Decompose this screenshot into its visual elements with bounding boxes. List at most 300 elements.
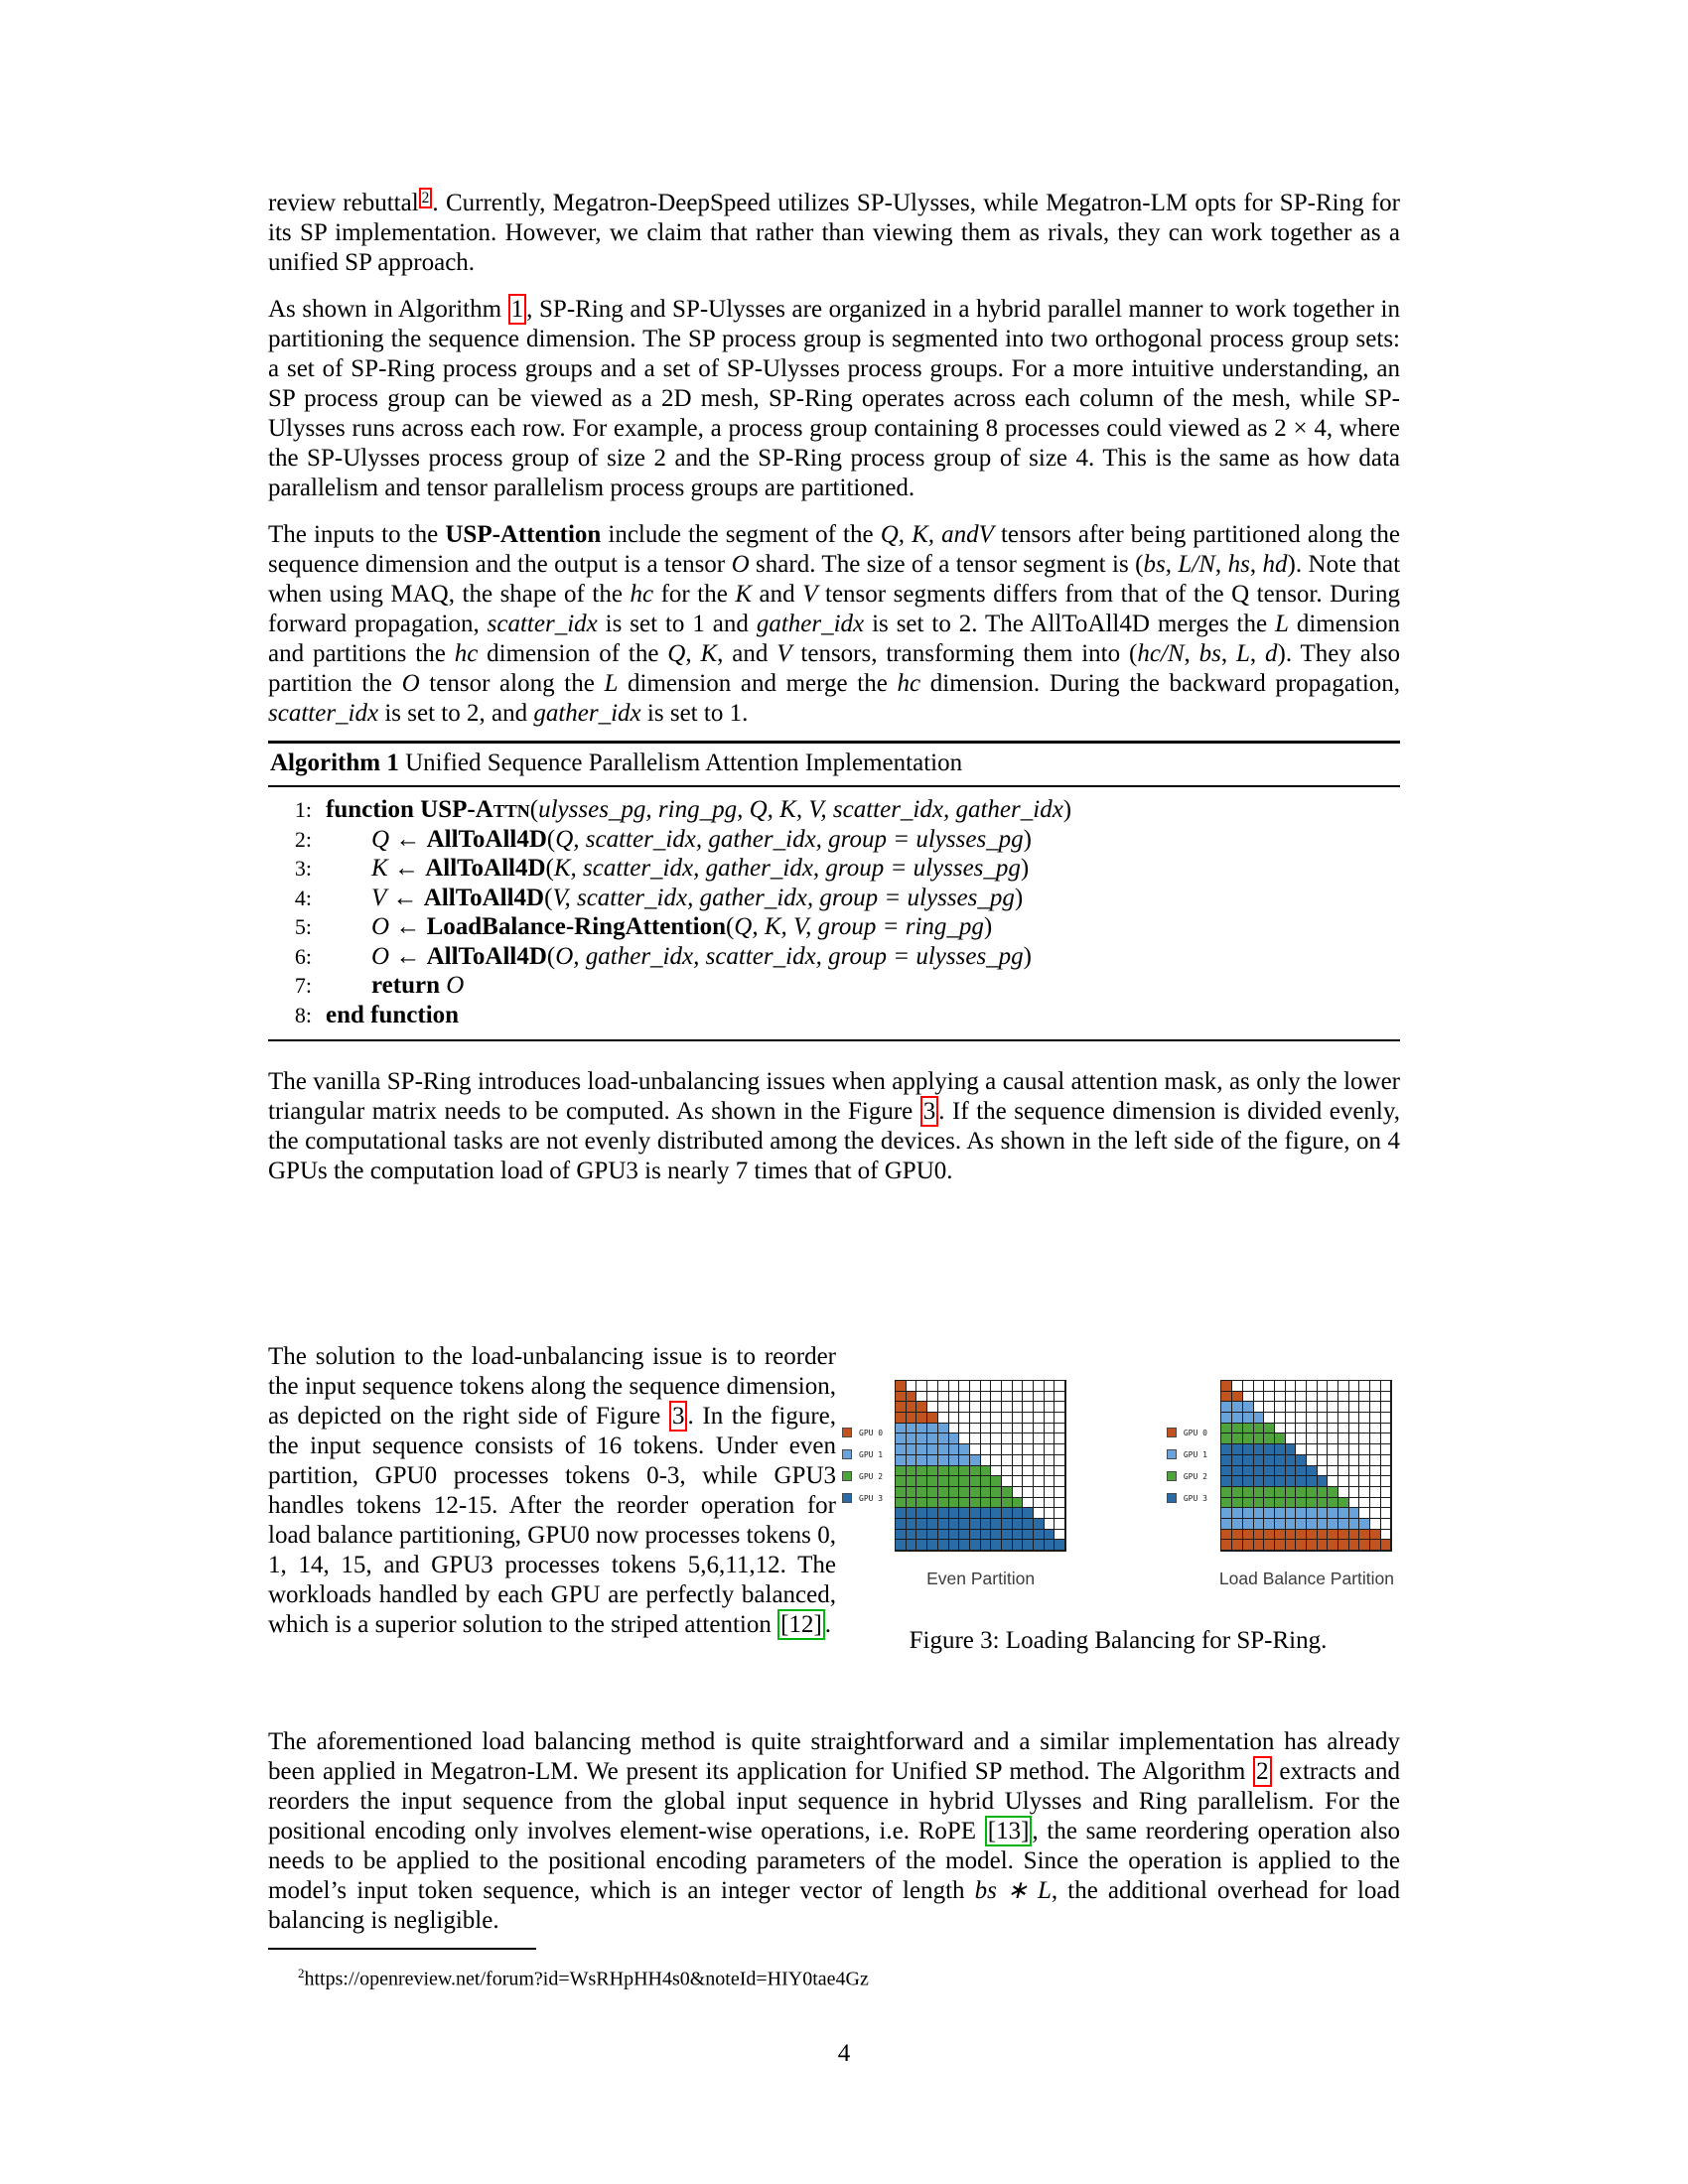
text-span: include the segment of the <box>601 521 881 548</box>
text-span: . <box>824 1611 832 1638</box>
grid-cell <box>1013 1413 1024 1424</box>
grid-cell <box>907 1444 917 1455</box>
grid-cell <box>1328 1487 1338 1498</box>
grid-cell <box>1055 1498 1065 1509</box>
grid-cell <box>1381 1476 1392 1487</box>
grid-cell <box>1370 1381 1381 1392</box>
grid-cell <box>1359 1498 1370 1509</box>
grid-cell <box>991 1424 1002 1434</box>
subfigure-label: Even Partition <box>926 1569 1036 1588</box>
grid-cell <box>1013 1466 1024 1477</box>
text-span: K <box>371 855 388 882</box>
grid-cell <box>1045 1498 1055 1509</box>
grid-cell <box>896 1487 907 1498</box>
legend <box>842 1428 883 1589</box>
grid-cell <box>938 1530 949 1541</box>
internal-ref-link[interactable]: 3 <box>669 1401 688 1432</box>
text-span: , <box>1184 640 1199 667</box>
grid-cell <box>938 1444 949 1455</box>
grid-cell <box>1034 1519 1045 1530</box>
grid-cell <box>1338 1413 1349 1424</box>
grid-cell <box>1381 1487 1392 1498</box>
grid-cell <box>1002 1466 1013 1477</box>
grid-cell <box>1370 1508 1381 1519</box>
line-content <box>326 795 1400 825</box>
grid-cell <box>991 1455 1002 1466</box>
grid-cell <box>907 1466 917 1477</box>
text-span: bs <box>1198 640 1221 667</box>
text-span: ← <box>386 884 424 911</box>
grid-cell <box>1045 1540 1055 1551</box>
grid-cell <box>1034 1433 1045 1444</box>
grid-cell <box>1370 1498 1381 1509</box>
text-span: AllToAll4D <box>423 884 545 911</box>
grid-cell <box>1286 1455 1297 1466</box>
internal-ref-link[interactable]: 2 <box>1253 1756 1272 1787</box>
grid-cell <box>959 1519 970 1530</box>
grid-cell <box>1381 1444 1392 1455</box>
grid-cell <box>938 1476 949 1487</box>
text-span: end function <box>326 1001 460 1028</box>
grid-cell <box>970 1433 981 1444</box>
grid-cell <box>916 1402 927 1413</box>
algorithm-line <box>268 971 1400 1001</box>
grid-cell <box>991 1466 1002 1477</box>
grid-cell <box>896 1530 907 1541</box>
grid-cell <box>1264 1402 1275 1413</box>
grid-cell <box>1307 1530 1318 1541</box>
grid-cell <box>1232 1402 1243 1413</box>
grid-cell <box>981 1540 992 1551</box>
grid-cell <box>981 1530 992 1541</box>
grid-cell <box>1318 1487 1329 1498</box>
grid-cell <box>1034 1444 1045 1455</box>
grid-cell <box>1034 1530 1045 1541</box>
grid-cell <box>1370 1444 1381 1455</box>
text-span: tensors, transforming them into ( <box>791 640 1138 667</box>
grid-cell <box>1286 1466 1297 1477</box>
grid-cell <box>1359 1392 1370 1403</box>
grid-cell <box>1275 1487 1286 1498</box>
grid-cell <box>1243 1381 1254 1392</box>
grid-cell <box>1013 1444 1024 1455</box>
grid-cell <box>1023 1498 1034 1509</box>
grid-cell <box>1318 1466 1329 1477</box>
text-span: , <box>1165 551 1179 578</box>
grid-cell <box>1275 1530 1286 1541</box>
text-span: O <box>371 913 390 940</box>
text-span: ) <box>1020 855 1030 882</box>
grid-cell <box>1381 1413 1392 1424</box>
grid-cell <box>1349 1508 1360 1519</box>
grid-cell <box>1243 1530 1254 1541</box>
text-span: dimension. During the backward propagation, <box>920 670 1401 697</box>
grid-cell <box>949 1466 960 1477</box>
citation-link[interactable]: [13] <box>985 1816 1033 1846</box>
grid-cell <box>938 1424 949 1434</box>
grid-cell <box>1232 1530 1243 1541</box>
text-span: hc <box>897 670 921 697</box>
grid-cell <box>1296 1402 1307 1413</box>
legend-label: GPU 2 <box>859 1471 884 1481</box>
grid-cell <box>916 1433 927 1444</box>
grid-cell <box>1328 1433 1338 1444</box>
text-span: dimension and merge the <box>618 670 898 697</box>
grid-cell <box>1286 1413 1297 1424</box>
grid-cell <box>1296 1381 1307 1392</box>
grid-cell <box>1349 1413 1360 1424</box>
grid-cell <box>1055 1466 1065 1477</box>
legend-label: GPU 2 <box>1183 1471 1207 1481</box>
grid-cell <box>938 1519 949 1530</box>
grid-cell <box>981 1498 992 1509</box>
grid-cell <box>949 1530 960 1541</box>
text-span: tensors after being partitioned along the sequence dimension and the output is a tensor <box>268 521 1401 578</box>
internal-ref-link[interactable]: 1 <box>508 294 527 325</box>
grid-cell <box>938 1455 949 1466</box>
grid-cell <box>1243 1487 1254 1498</box>
text-span: USP-Attn <box>420 796 530 823</box>
grid-cell <box>916 1466 927 1477</box>
legend-label: GPU 0 <box>1183 1428 1207 1437</box>
grid-cell <box>1349 1444 1360 1455</box>
text-span: for the <box>653 581 736 608</box>
grid-cell <box>916 1392 927 1403</box>
grid-cell <box>1338 1530 1349 1541</box>
text-span: bs <box>1143 551 1166 578</box>
text-span: USP-Attention <box>445 521 602 548</box>
grid-cell <box>1349 1498 1360 1509</box>
legend-label: GPU 1 <box>859 1449 884 1459</box>
grid-cell <box>1318 1424 1329 1434</box>
grid-cell <box>991 1508 1002 1519</box>
grid-cell <box>1034 1392 1045 1403</box>
text-span: hd <box>1262 551 1288 578</box>
text-span: shard. The size of a tensor segment is ( <box>749 551 1144 578</box>
grid-cell <box>907 1424 917 1434</box>
grid-cell <box>1307 1424 1318 1434</box>
attention-mask-grid <box>895 1380 1066 1552</box>
text-span: is set to 2, and <box>378 700 534 727</box>
algorithm-line <box>268 942 1400 972</box>
legend-swatch <box>842 1428 852 1437</box>
grid-cell <box>1045 1466 1055 1477</box>
grid-cell <box>1286 1381 1297 1392</box>
even-partition-chart <box>895 1380 1066 1589</box>
grid-cell <box>1328 1381 1338 1392</box>
grid-cell <box>1232 1433 1243 1444</box>
internal-ref-link[interactable]: 3 <box>920 1096 939 1127</box>
paragraph <box>268 1727 1400 1936</box>
grid-cell <box>1359 1519 1370 1530</box>
text-span: L <box>604 670 619 697</box>
grid-cell <box>1221 1381 1232 1392</box>
attention-mask-grid <box>1220 1380 1392 1552</box>
grid-cell <box>896 1402 907 1413</box>
grid-cell <box>1359 1455 1370 1466</box>
grid-cell <box>1370 1540 1381 1551</box>
grid-cell <box>927 1433 938 1444</box>
text-span: L/N <box>1178 551 1215 578</box>
text-span: , the additional overhead for load balancing is negligible. <box>268 1877 1400 1934</box>
grid-cell <box>1381 1433 1392 1444</box>
figure-3-subfigures <box>842 1380 1394 1589</box>
grid-cell <box>1349 1402 1360 1413</box>
text-span: V <box>802 581 818 608</box>
grid-cell <box>959 1508 970 1519</box>
grid-cell <box>927 1487 938 1498</box>
grid-cell <box>1338 1476 1349 1487</box>
grid-cell <box>916 1498 927 1509</box>
grid-cell <box>1002 1530 1013 1541</box>
internal-ref-link[interactable]: 2 <box>419 188 433 208</box>
grid-cell <box>896 1466 907 1477</box>
grid-cell <box>1221 1402 1232 1413</box>
grid-cell <box>1254 1530 1265 1541</box>
grid-cell <box>1055 1508 1065 1519</box>
grid-cell <box>1023 1433 1034 1444</box>
algorithm-line <box>268 854 1400 884</box>
grid-cell <box>1318 1498 1329 1509</box>
grid-cell <box>1381 1530 1392 1541</box>
grid-cell <box>1264 1413 1275 1424</box>
algorithm-1-box <box>268 741 1400 1041</box>
load-balance-partition-chart <box>1219 1380 1394 1589</box>
grid-cell <box>981 1392 992 1403</box>
grid-cell <box>1002 1487 1013 1498</box>
text-span: O, gather_idx, scatter_idx, group = ulysses_pg <box>555 942 1024 970</box>
grid-cell <box>1264 1519 1275 1530</box>
line-content <box>326 825 1400 855</box>
grid-cell <box>916 1508 927 1519</box>
grid-cell <box>1023 1402 1034 1413</box>
grid-cell <box>1221 1413 1232 1424</box>
grid-cell <box>949 1402 960 1413</box>
grid-cell <box>1023 1466 1034 1477</box>
grid-cell <box>1002 1519 1013 1530</box>
grid-cell <box>927 1498 938 1509</box>
grid-cell <box>938 1392 949 1403</box>
line-number: 8: <box>294 1002 312 1027</box>
grid-cell <box>1243 1519 1254 1530</box>
grid-cell <box>907 1540 917 1551</box>
grid-cell <box>1296 1476 1307 1487</box>
text-span: Q <box>371 825 390 853</box>
grid-cell <box>1221 1455 1232 1466</box>
grid-cell <box>1232 1476 1243 1487</box>
text-span: Q, K, V, group = ring_pg <box>734 913 984 940</box>
grid-cell <box>970 1413 981 1424</box>
grid-cell <box>1349 1519 1360 1530</box>
text-span: . In the figure, the input sequence consists of 16 tokens. Under even partition, GPU0 processes tokens 0-3, while GPU3 handles tokens 12-15. After the reorder operation for load balance partitioning, GPU0 now processes tokens 0, 1, 14, 15, and GPU3 processes tokens 5,6,11,12. The workloads handled by each GPU are perfectly balanced, which is a superior solution to the striped attention <box>268 1403 837 1638</box>
grid-cell <box>916 1519 927 1530</box>
grid-cell <box>1307 1487 1318 1498</box>
grid-cell <box>1381 1402 1392 1413</box>
grid-cell <box>1307 1540 1318 1551</box>
grid-cell <box>1221 1424 1232 1434</box>
text-span: AllToAll4D <box>426 825 547 853</box>
legend-item <box>842 1493 883 1503</box>
grid-cell <box>907 1455 917 1466</box>
line-number: 6: <box>294 943 312 969</box>
grid-cell <box>1232 1444 1243 1455</box>
grid-cell <box>991 1444 1002 1455</box>
grid-cell <box>1264 1498 1275 1509</box>
algorithm-title: Unified Sequence Parallelism Attention Implementation <box>398 750 963 776</box>
grid-cell <box>970 1392 981 1403</box>
grid-cell <box>1055 1530 1065 1541</box>
page-number: 4 <box>837 2040 851 2067</box>
grid-cell <box>1221 1530 1232 1541</box>
grid-cell <box>959 1540 970 1551</box>
grid-cell <box>907 1487 917 1498</box>
text-span: As shown in Algorithm <box>268 296 508 323</box>
grid-cell <box>991 1498 1002 1509</box>
legend-item <box>842 1449 883 1459</box>
grid-cell <box>1013 1402 1024 1413</box>
grid-cell <box>1013 1530 1024 1541</box>
grid-cell <box>1264 1392 1275 1403</box>
footnote-url[interactable]: https://openreview.net/forum?id=WsRHpHH4s0&noteId=HIY0tae4Gz <box>304 1968 869 1990</box>
text-span: , <box>1249 640 1266 667</box>
grid-cell <box>1381 1455 1392 1466</box>
grid-cell <box>1254 1466 1265 1477</box>
grid-cell <box>959 1466 970 1477</box>
text-span: hc/N <box>1137 640 1185 667</box>
grid-cell <box>896 1424 907 1434</box>
grid-cell <box>1318 1413 1329 1424</box>
grid-cell <box>916 1455 927 1466</box>
grid-cell <box>1370 1433 1381 1444</box>
grid-cell <box>1254 1392 1265 1403</box>
text-span: ( <box>546 942 556 970</box>
grid-cell <box>1338 1402 1349 1413</box>
grid-cell <box>927 1476 938 1487</box>
text-span: AllToAll4D <box>425 855 546 882</box>
line-number: 7: <box>294 973 312 998</box>
grid-cell <box>1275 1508 1286 1519</box>
grid-cell <box>1002 1498 1013 1509</box>
line-number: 4: <box>294 885 312 910</box>
grid-cell <box>1254 1508 1265 1519</box>
grid-cell <box>927 1540 938 1551</box>
text-span: ( <box>546 825 556 853</box>
text-span: d <box>1265 640 1278 667</box>
text-span: , <box>1214 551 1228 578</box>
grid-cell <box>959 1413 970 1424</box>
grid-cell <box>1023 1530 1034 1541</box>
grid-cell <box>1243 1508 1254 1519</box>
grid-cell <box>1359 1476 1370 1487</box>
grid-cell <box>1254 1424 1265 1434</box>
grid-cell <box>1254 1476 1265 1487</box>
algorithm-header <box>268 744 1400 787</box>
paragraph <box>268 189 1400 278</box>
grid-cell <box>1338 1466 1349 1477</box>
grid-cell <box>1296 1530 1307 1541</box>
text-span: review rebuttal <box>268 190 419 216</box>
grid-cell <box>1264 1381 1275 1392</box>
text-span: hc <box>630 581 654 608</box>
grid-cell <box>1349 1433 1360 1444</box>
line-content <box>326 884 1400 913</box>
grid-cell <box>1013 1508 1024 1519</box>
grid-cell <box>1034 1487 1045 1498</box>
grid-cell <box>1286 1540 1297 1551</box>
grid-cell <box>1034 1540 1045 1551</box>
legend-item <box>1167 1428 1207 1437</box>
grid-cell <box>1023 1519 1034 1530</box>
grid-cell <box>959 1455 970 1466</box>
grid-cell <box>1243 1424 1254 1434</box>
grid-cell <box>1002 1402 1013 1413</box>
grid-cell <box>1370 1402 1381 1413</box>
grid-cell <box>1034 1381 1045 1392</box>
grid-cell <box>1055 1381 1065 1392</box>
citation-link[interactable]: [12] <box>777 1609 825 1640</box>
grid-cell <box>1318 1455 1329 1466</box>
grid-cell <box>1359 1466 1370 1477</box>
text-span: , and <box>717 640 777 667</box>
grid-cell <box>1296 1519 1307 1530</box>
grid-cell <box>1232 1455 1243 1466</box>
grid-cell <box>1307 1476 1318 1487</box>
grid-cell <box>1254 1381 1265 1392</box>
grid-cell <box>970 1519 981 1530</box>
grid-cell <box>938 1508 949 1519</box>
text-span: O <box>446 972 465 999</box>
grid-cell <box>1359 1540 1370 1551</box>
grid-cell <box>1055 1424 1065 1434</box>
grid-cell <box>981 1433 992 1444</box>
grid-cell <box>1023 1413 1034 1424</box>
grid-cell <box>1349 1455 1360 1466</box>
grid-cell <box>970 1444 981 1455</box>
grid-cell <box>959 1444 970 1455</box>
legend-label: GPU 3 <box>1183 1493 1207 1503</box>
grid-cell <box>1359 1444 1370 1455</box>
text-span: bs ∗ L <box>974 1877 1052 1904</box>
grid-cell <box>949 1498 960 1509</box>
grid-cell <box>1221 1540 1232 1551</box>
text-span: O <box>401 670 420 697</box>
grid-cell <box>1328 1466 1338 1477</box>
grid-cell <box>991 1540 1002 1551</box>
text-span: ← <box>389 913 427 940</box>
text-span: function <box>326 796 421 823</box>
grid-cell <box>1034 1476 1045 1487</box>
grid-cell <box>1307 1444 1318 1455</box>
line-content <box>326 912 1400 942</box>
text-span: AllToAll4D <box>426 942 547 970</box>
text-span: L <box>1274 611 1289 637</box>
grid-cell <box>896 1381 907 1392</box>
line-content <box>326 854 1400 884</box>
grid-cell <box>1264 1487 1275 1498</box>
grid-cell <box>1264 1476 1275 1487</box>
grid-cell <box>1002 1444 1013 1455</box>
grid-cell <box>1338 1498 1349 1509</box>
grid-cell <box>1286 1476 1297 1487</box>
grid-cell <box>938 1413 949 1424</box>
grid-cell <box>1264 1530 1275 1541</box>
grid-cell <box>1243 1444 1254 1455</box>
grid-cell <box>1328 1476 1338 1487</box>
grid-cell <box>949 1433 960 1444</box>
grid-cell <box>1349 1540 1360 1551</box>
text-span: . If the sequence dimension is divided evenly, the computational tasks are not evenly distributed among the devices. As shown in the left side of the figure, on 4 GPUs the computation load of GPU3 is nearly 7 times that of GPU0. <box>268 1098 1400 1184</box>
grid-cell <box>1328 1498 1338 1509</box>
